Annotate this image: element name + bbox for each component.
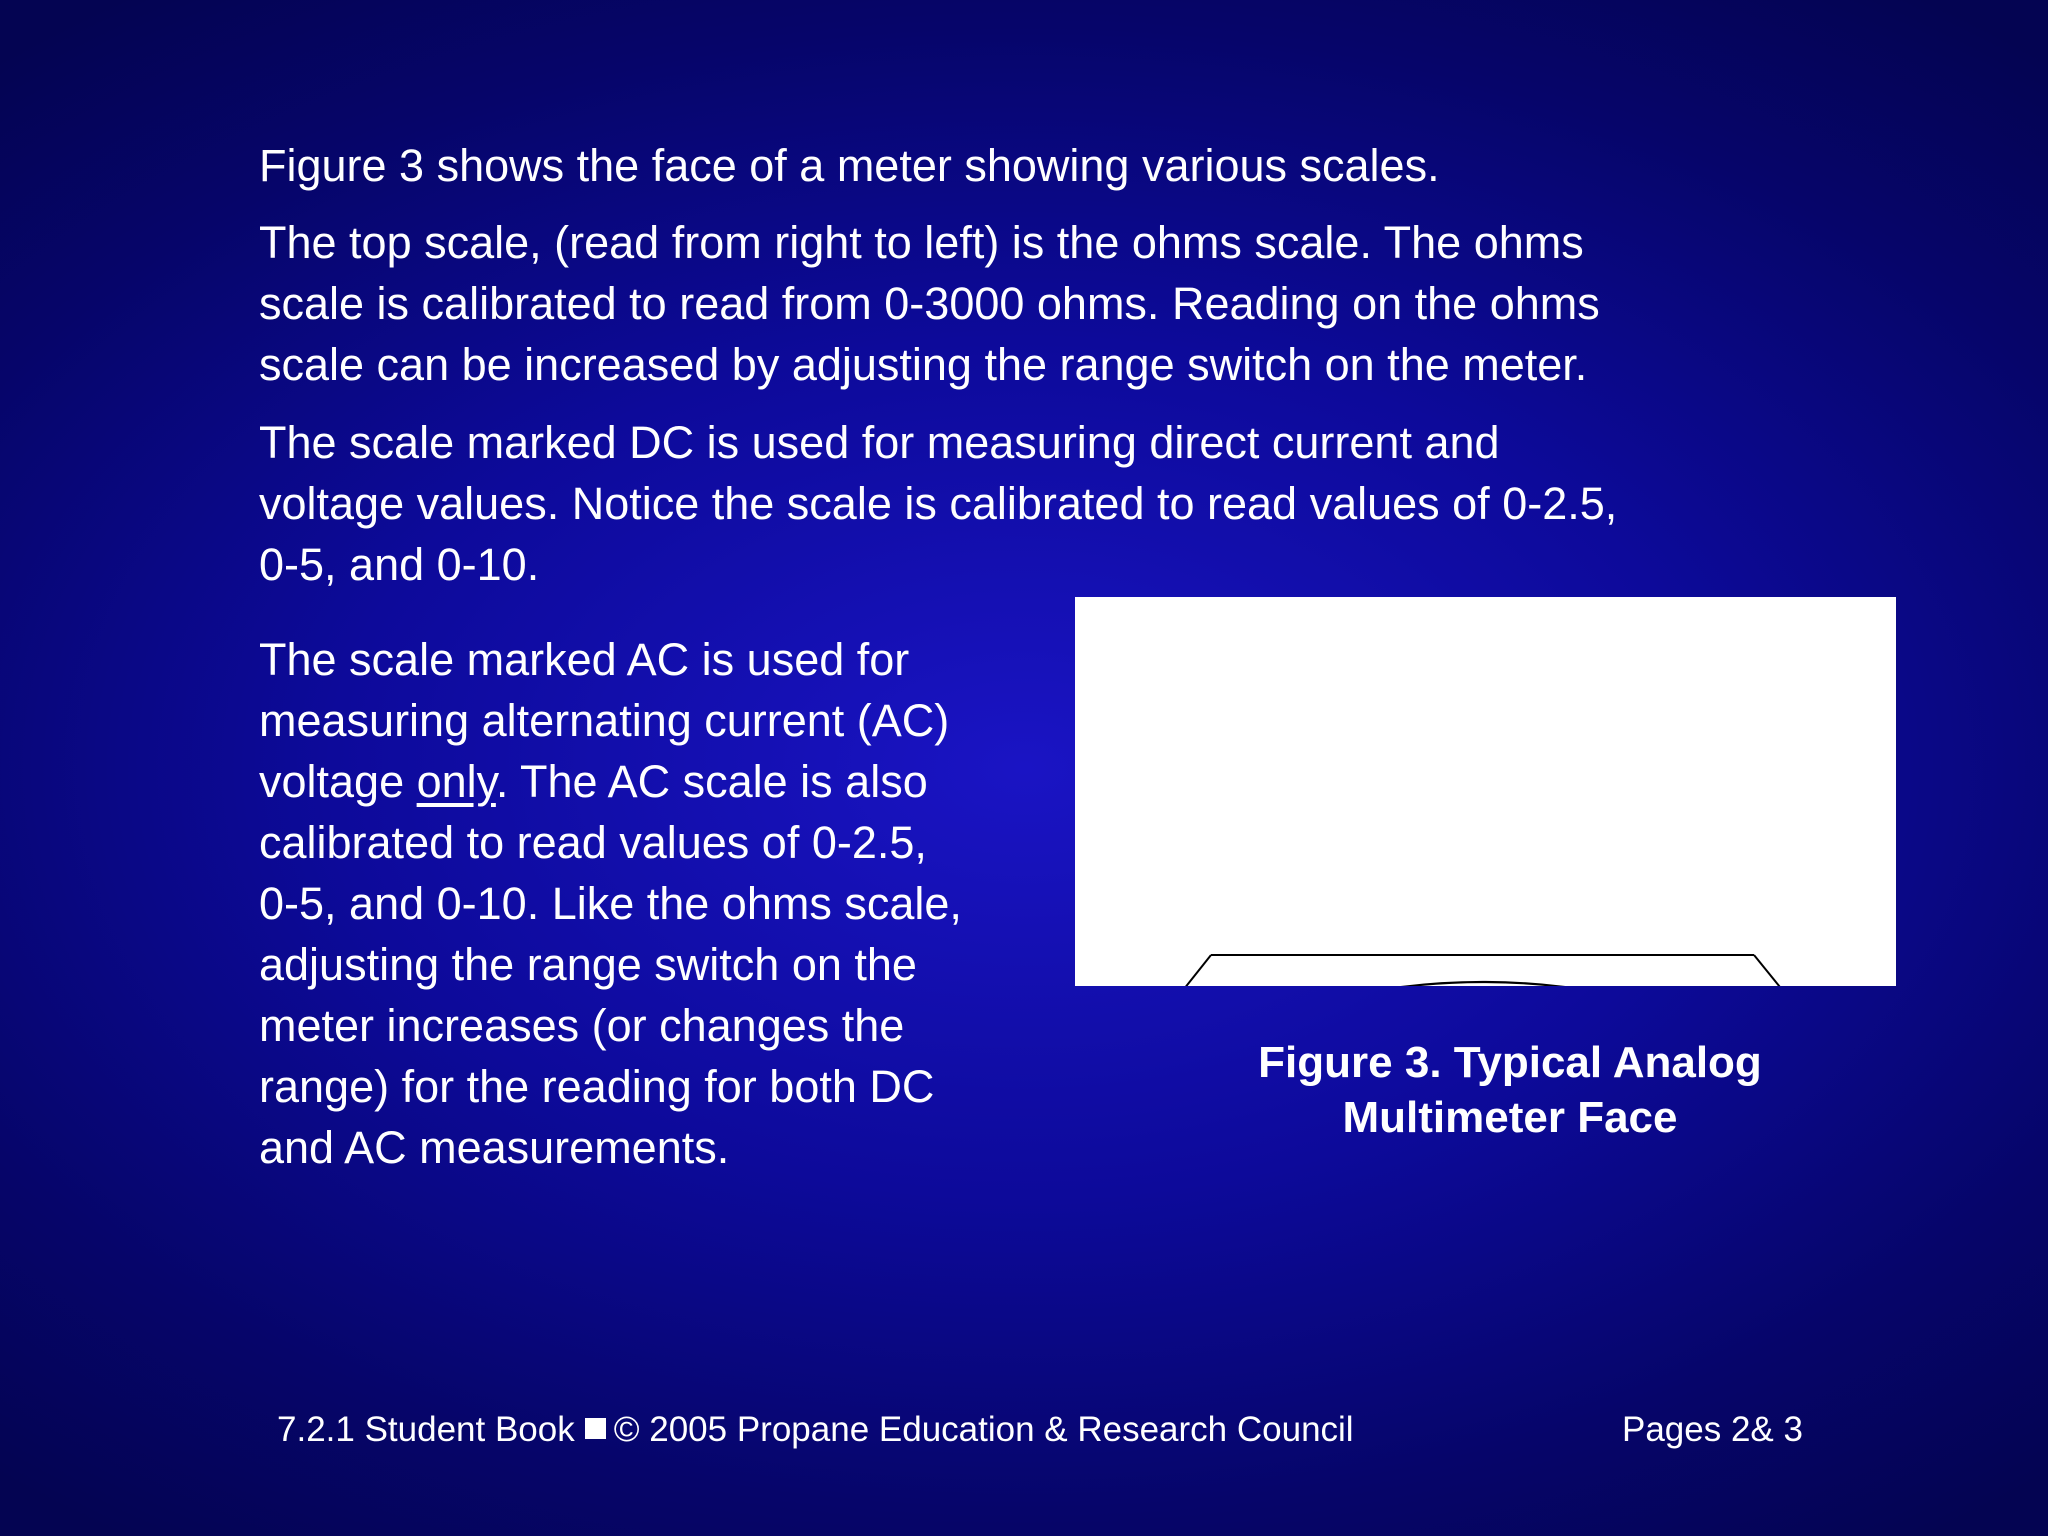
ohms-paragraph-line: The top scale, (read from right to left) is the ohms scale. The ohms	[259, 217, 1584, 268]
caption-line: Multimeter Face	[1342, 1093, 1678, 1142]
meter-right-edge	[1754, 955, 1889, 986]
multimeter-face-figure	[1075, 597, 1896, 986]
ac-paragraph-line: calibrated to read values of 0-2.5,	[259, 817, 927, 868]
footer-pages: Pages 2& 3	[1622, 1410, 1803, 1449]
caption-line: Figure 3. Typical Analog	[1258, 1038, 1762, 1087]
ac-scale-paragraph	[259, 629, 962, 1178]
ohms-paragraph-line: scale is calibrated to read from 0-3000 ohms. Reading on the ohms	[259, 278, 1600, 329]
meter-left-edge	[1081, 955, 1211, 986]
ac-paragraph-line: range) for the reading for both DC	[259, 1061, 935, 1112]
ac-paragraph-line: adjusting the range switch on the	[259, 939, 917, 990]
dc-scale-paragraph	[259, 412, 1617, 595]
multimeter-face-drawing	[1075, 597, 1896, 986]
ac-paragraph-line: The scale marked AC is used for	[259, 634, 910, 685]
ac-line-text: voltage	[259, 756, 417, 807]
footer-copyright: © 2005 Propane Education & Research Council	[613, 1410, 1354, 1449]
dc-paragraph-line: voltage values. Notice the scale is calibrated to read values of 0-2.5,	[259, 478, 1618, 529]
ac-paragraph-line	[259, 751, 962, 812]
ohms-scale-paragraph	[259, 212, 1600, 395]
underlined-only: only	[416, 756, 496, 807]
intro-paragraph: Figure 3 shows the face of a meter showing various scales.	[259, 140, 1440, 191]
meter-outer-arc	[1081, 982, 1889, 986]
ac-paragraph-line: and AC measurements.	[259, 1122, 730, 1173]
ac-paragraph-line: measuring alternating current (AC)	[259, 695, 950, 746]
ac-paragraph-line: 0-5, and 0-10. Like the ohms scale,	[259, 878, 962, 929]
ac-line-text: . The AC scale is also	[495, 756, 928, 807]
footer-source	[277, 1410, 1354, 1450]
dc-paragraph-line: 0-5, and 0-10.	[259, 539, 540, 590]
ohms-paragraph-line: scale can be increased by adjusting the range switch on the meter.	[259, 339, 1588, 390]
square-bullet-icon	[585, 1418, 606, 1439]
figure-caption	[1148, 1035, 1872, 1145]
ac-paragraph-line: meter increases (or changes the	[259, 1000, 905, 1051]
dc-paragraph-line: The scale marked DC is used for measuring direct current and	[259, 417, 1500, 468]
footer-book: 7.2.1 Student Book	[277, 1410, 575, 1449]
